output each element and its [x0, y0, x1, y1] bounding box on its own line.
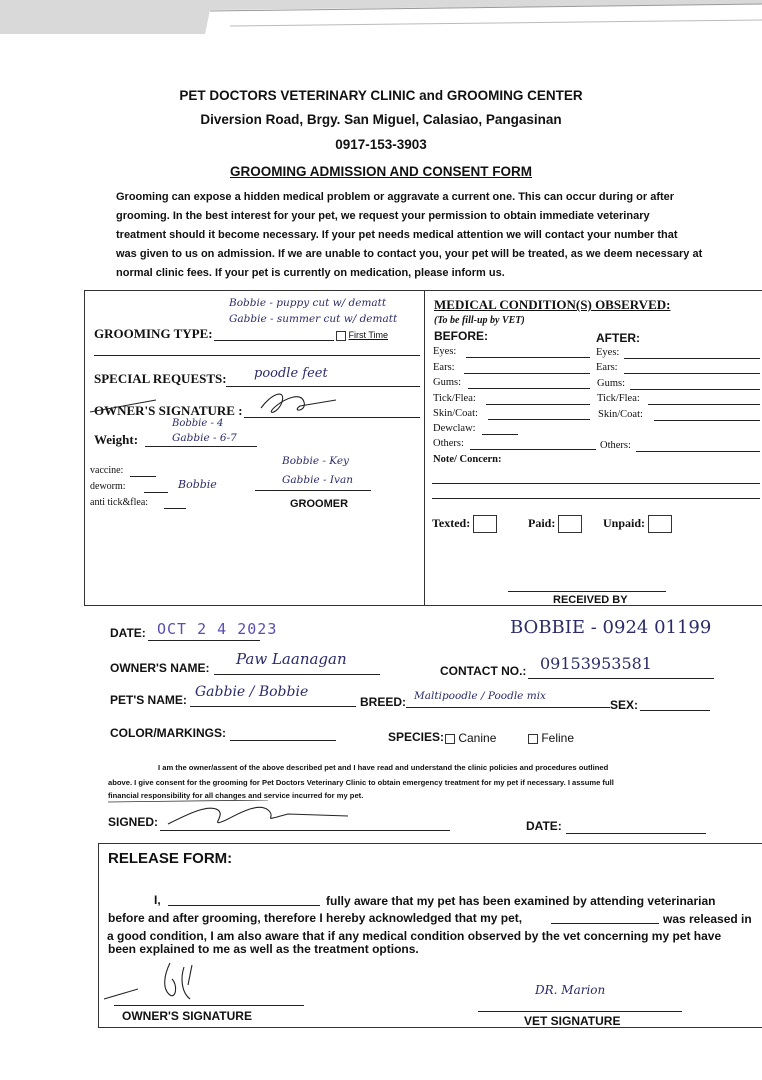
before-dewclaw-label: Dewclaw: — [433, 423, 476, 434]
paid-checkbox[interactable] — [558, 515, 582, 533]
vet-name-signature: DR. Marion — [535, 983, 606, 997]
date2-line — [566, 833, 706, 834]
vaccine-label: vaccine: — [90, 465, 124, 476]
intro-line-5: normal clinic fees. If your pet is currently on medication, please inform us. — [116, 267, 505, 279]
before-label: BEFORE: — [434, 329, 488, 343]
date-stamp-value: OCT 2 4 2023 — [157, 620, 278, 638]
medical-condition-subtitle: (To be fill-up by VET) — [434, 315, 525, 326]
alt-contact-note: BOBBIE - 0924 01199 — [510, 617, 712, 638]
before-gums-line — [468, 388, 590, 389]
grooming-type-line — [214, 340, 334, 341]
received-by-line — [508, 591, 666, 592]
unpaid-label: Unpaid: — [603, 515, 646, 530]
color-markings-label: COLOR/MARKINGS: — [110, 726, 226, 740]
deworm-line — [144, 492, 168, 493]
breed-label: BREED: — [360, 695, 407, 709]
date2-label: DATE: — [526, 819, 562, 833]
first-time-label: First Time — [348, 330, 389, 340]
texted-checkbox[interactable] — [473, 515, 497, 533]
unpaid-field[interactable] — [603, 515, 672, 533]
after-ears-line — [624, 373, 760, 374]
texted-label: Texted: — [432, 515, 471, 530]
vaccine-line — [130, 476, 156, 477]
after-skin-label: Skin/Coat: — [598, 409, 643, 420]
weight-line — [145, 446, 257, 447]
vet-signature-line — [478, 1011, 682, 1012]
before-tick-label: Tick/Flea: — [433, 393, 476, 404]
special-requests-value: poodle feet — [254, 366, 328, 381]
date-line — [148, 640, 260, 641]
panel-divider — [424, 290, 425, 605]
breed-value: Maltipoodle / Poodle mix — [414, 690, 546, 702]
groomer-value-1: Bobbie - Key — [282, 455, 349, 467]
texted-field[interactable] — [432, 515, 497, 533]
weight-value-1: Bobbie - 4 — [172, 418, 224, 429]
consent-line-2: above. I give consent for the grooming for Pet Doctors Veterinary Clinic to obtain emergency treatment for my pet if necessary. I assume full — [108, 778, 614, 787]
after-gums-line — [630, 389, 760, 390]
owner-release-signature-label: OWNER'S SIGNATURE — [122, 1009, 252, 1023]
before-eyes-label: Eyes: — [433, 346, 457, 357]
received-by-label: RECEIVED BY — [553, 594, 628, 606]
checkbox-icon — [336, 331, 346, 341]
form-title: GROOMING ADMISSION AND CONSENT FORM — [230, 164, 532, 179]
first-time-checkbox[interactable] — [336, 330, 388, 341]
owner-name-value: Paw Laanagan — [236, 650, 347, 668]
clinic-phone: 0917-153-3903 — [335, 137, 427, 152]
release-line-2a: before and after grooming, therefore I hereby acknowledged that my pet, — [108, 911, 523, 925]
intro-line-1: Grooming can expose a hidden medical problem or aggravate a current one. This can occur during or after — [116, 191, 675, 203]
release-line-2b: was released in — [663, 912, 752, 926]
anti-tick-label: anti tick&flea: — [90, 497, 149, 508]
before-tick-line — [486, 404, 590, 405]
vet-signature-label: VET SIGNATURE — [524, 1014, 621, 1028]
contact-value: 09153953581 — [540, 654, 652, 673]
owner-release-signature-line — [114, 1005, 304, 1006]
note-concern-label: Note/ Concern: — [433, 454, 502, 465]
pet-name-value: Gabbie / Bobbie — [195, 684, 309, 700]
contact-line — [528, 678, 714, 679]
groomer-value-2: Gabbie - Ivan — [282, 474, 353, 486]
feline-checkbox-icon — [528, 734, 538, 744]
groomer-label: GROOMER — [290, 498, 349, 510]
intro-line-3: treatment should it become necessary. If your pet needs medical attention we will contact your number that — [116, 229, 678, 241]
grooming-type-value-2: Gabbie - summer cut w/ dematt — [229, 313, 398, 325]
unpaid-checkbox[interactable] — [648, 515, 672, 533]
consent-line-1: I am the owner/assent of the above described pet and I have read and understand the clinic policies and procedures outlined — [158, 763, 609, 772]
contact-label: CONTACT NO.: — [440, 664, 527, 678]
signed-line — [160, 830, 450, 831]
after-skin-line — [654, 420, 760, 421]
owner-name-line — [214, 674, 380, 675]
stacked-pages-edge — [0, 0, 762, 34]
sex-label: SEX: — [610, 698, 639, 712]
intro-line-2: grooming. In the best interest for your pet, we request your permission to obtain immediate veterinary — [116, 210, 650, 222]
after-tick-label: Tick/Flea: — [597, 393, 640, 404]
clinic-address: Diversion Road, Brgy. San Miguel, Calasiao, Pangasinan — [200, 112, 562, 127]
after-label: AFTER: — [596, 331, 640, 345]
release-line-1b: fully aware that my pet has been examined by attending veterinarian — [326, 894, 716, 908]
date-label: DATE: — [110, 626, 146, 640]
consent-line-3: financial responsibility for all changes and service incurred for my pet. — [108, 791, 364, 800]
note-line-1 — [432, 483, 760, 484]
special-requests-label: SPECIAL REQUESTS: — [94, 371, 227, 386]
before-skin-line — [488, 419, 590, 420]
before-ears-line — [464, 373, 590, 374]
species-label: SPECIES: — [388, 730, 445, 744]
note-line-2 — [432, 498, 760, 499]
owner-signature-label: OWNER'S SIGNATURE : — [94, 403, 243, 418]
before-others-line — [470, 449, 596, 450]
groomer-line — [255, 490, 371, 491]
after-eyes-line — [624, 358, 760, 359]
feline-label: Feline — [541, 731, 575, 745]
deworm-label: deworm: — [90, 481, 126, 492]
before-dewclaw-line — [482, 434, 518, 435]
release-line-3: a good condition, I am also aware that if any medical condition observed by the vet concerning my pet have — [107, 929, 722, 943]
deworm-value: Bobbie — [178, 478, 217, 491]
before-gums-label: Gums: — [433, 377, 462, 388]
breed-line — [406, 707, 610, 708]
weight-label: Weight: — [94, 432, 139, 447]
before-ears-label: Ears: — [433, 362, 455, 373]
after-others-line — [636, 451, 760, 452]
after-ears-label: Ears: — [596, 362, 618, 373]
pet-name-label: PET'S NAME: — [110, 693, 187, 707]
species-canine-option[interactable] — [445, 731, 496, 745]
sex-line — [640, 710, 710, 711]
after-tick-line — [648, 404, 760, 405]
grooming-type-label: GROOMING TYPE: — [94, 326, 213, 341]
grooming-type-value-1: Bobbie - puppy cut w/ dematt — [229, 297, 387, 309]
pet-name-line — [190, 706, 356, 707]
clinic-name: PET DOCTORS VETERINARY CLINIC and GROOMING CENTER — [179, 88, 583, 103]
weight-value-2: Gabbie - 6-7 — [172, 432, 237, 444]
before-skin-label: Skin/Coat: — [433, 408, 478, 419]
after-others-label: Others: — [600, 440, 631, 451]
release-line-4: been explained to me as well as the treatment options. — [108, 942, 419, 956]
after-eyes-label: Eyes: — [596, 347, 620, 358]
before-eyes-line — [466, 357, 590, 358]
signed-label: SIGNED: — [108, 815, 159, 829]
color-markings-line — [230, 740, 336, 741]
medical-condition-title: MEDICAL CONDITION(S) OBSERVED: — [434, 297, 671, 312]
canine-label: Canine — [458, 731, 497, 745]
intro-line-4: was given to us on admission. If we are unable to contact you, your pet will be treated, as we deem necessary at — [116, 248, 703, 260]
owner-release-signature-scribble — [100, 955, 210, 1005]
after-gums-label: Gums: — [597, 378, 626, 389]
release-pet-line — [551, 923, 659, 924]
paid-label: Paid: — [528, 515, 556, 530]
release-name-line — [168, 905, 320, 906]
grooming-extra-line — [94, 355, 420, 356]
canine-checkbox-icon — [445, 734, 455, 744]
owner-name-label: OWNER'S NAME: — [110, 661, 210, 675]
release-form-title: RELEASE FORM: — [108, 850, 233, 867]
anti-tick-line — [164, 508, 186, 509]
paid-field[interactable] — [528, 515, 582, 533]
before-others-label: Others: — [433, 438, 464, 449]
species-feline-option[interactable] — [528, 731, 574, 745]
release-line-1a: I, — [154, 893, 161, 907]
